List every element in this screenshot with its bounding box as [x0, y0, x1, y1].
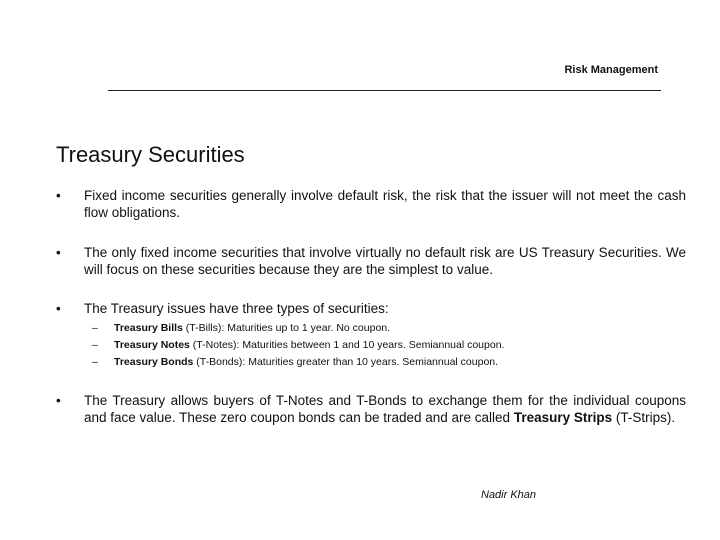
bullet-icon: •: [56, 245, 61, 260]
sub-item: – Treasury Bills (T-Bills): Maturities up to 1 year. No coupon.: [92, 322, 391, 334]
sub-item: – Treasury Bonds (T-Bonds): Maturities greater than 10 years. Semiannual coupon.: [92, 356, 499, 368]
header-divider: [108, 90, 661, 91]
bullet-item: • Fixed income securities generally involve default risk, the risk that the issuer will not meet the cash flow obligations.: [56, 188, 686, 220]
bullet-icon: •: [56, 301, 61, 316]
bullet-item: • The Treasury allows buyers of T-Notes and T-Bonds to exchange them for the individual coupons and face value. These zero coupon bonds can be traded and are called Treasury Strips (T-Strips).: [56, 393, 686, 425]
header-title: Risk Management: [564, 64, 658, 76]
sub-item: – Treasury Notes (T-Notes): Maturities between 1 and 10 years. Semiannual coupon.: [92, 339, 505, 351]
bullet-icon: •: [56, 393, 61, 408]
dash-icon: –: [92, 356, 98, 368]
bullet-item: • The Treasury issues have three types of securities:: [56, 301, 389, 316]
bullet-icon: •: [56, 188, 61, 203]
bullet-item: • The only fixed income securities that involve virtually no default risk are US Treasury Securities. We will focus on these securities because they are the simplest to value.: [56, 245, 686, 277]
dash-icon: –: [92, 322, 98, 334]
page-title: Treasury Securities: [56, 142, 245, 167]
dash-icon: –: [92, 339, 98, 351]
footer-author: Nadir Khan: [481, 489, 537, 501]
